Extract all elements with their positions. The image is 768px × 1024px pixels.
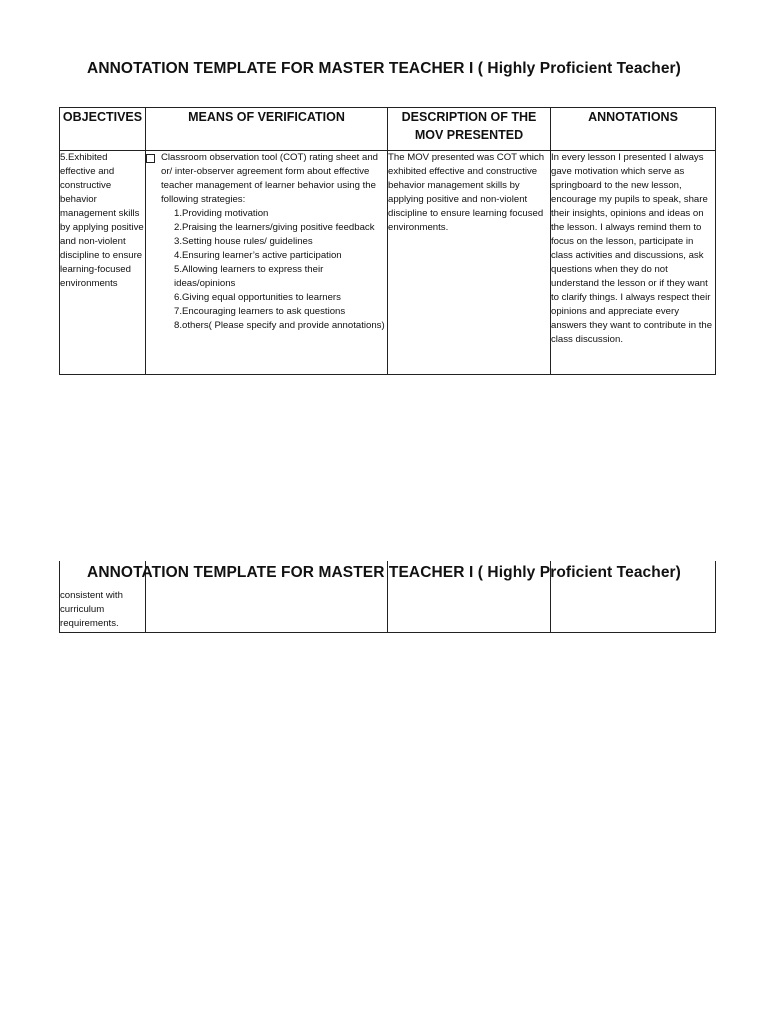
continuation-objective-text: consistent with curriculum requirements. <box>60 590 123 629</box>
header-annotations: ANNOTATIONS <box>551 108 716 151</box>
list-item: 3.Setting house rules/ guidelines <box>174 236 313 247</box>
header-description: DESCRIPTION OF THE MOV PRESENTED <box>388 108 551 151</box>
checkbox-icon <box>146 154 155 163</box>
page-title-repeat: ANNOTATION TEMPLATE FOR MASTER TEACHER I ( Highly Proficient Teacher) <box>87 564 681 581</box>
list-item: 1.Providing motivation <box>174 208 269 219</box>
annotation-cell: In every lesson I presented I always gave motivation which serve as springboard to the new lesson, encourage my pupils to speak, share their insights, opinions and ideas on the lesson. I always remind them to focus on the lesson, participate in class activities and discussions, ask questions when they do not understand the lesson or if they want to clarify things. I always respect their opinions and appreciate every answers they want to contribute in the class discussion. <box>551 151 716 375</box>
header-objectives: OBJECTIVES <box>60 108 146 151</box>
list-item: 6.Giving equal opportunities to learners <box>174 292 341 303</box>
list-item: 5.Allowing learners to express their ideas/opinions <box>174 264 324 289</box>
annotation-table <box>59 107 716 375</box>
means-cell <box>146 151 388 375</box>
list-item: 8.others( Please specify and provide annotations) <box>174 320 385 331</box>
list-item: 7.Encouraging learners to ask questions <box>174 306 346 317</box>
strategy-list <box>146 207 387 333</box>
means-lead-text: Classroom observation tool (COT) rating sheet and or/ inter-observer agreement form about effective teacher management of learner behavior using the following strategies: <box>161 152 379 205</box>
table-header-row <box>60 108 716 151</box>
list-item: 2.Praising the learners/giving positive feedback <box>174 222 375 233</box>
page-title: ANNOTATION TEMPLATE FOR MASTER TEACHER I ( Highly Proficient Teacher) <box>87 60 681 77</box>
header-means-of-verification: MEANS OF VERIFICATION <box>146 108 388 151</box>
list-item: 4.Ensuring learner’s active participation <box>174 250 342 261</box>
description-cell: The MOV presented was COT which exhibited effective and constructive behavior management skills by applying positive and non-violent discipline to ensure learning focused environments. <box>388 151 551 375</box>
table-row <box>60 151 716 375</box>
objective-cell: 5.Exhibited effective and constructive behavior management skills by applying positive and non-violent discipline to ensure learning-focused environments <box>60 151 146 375</box>
